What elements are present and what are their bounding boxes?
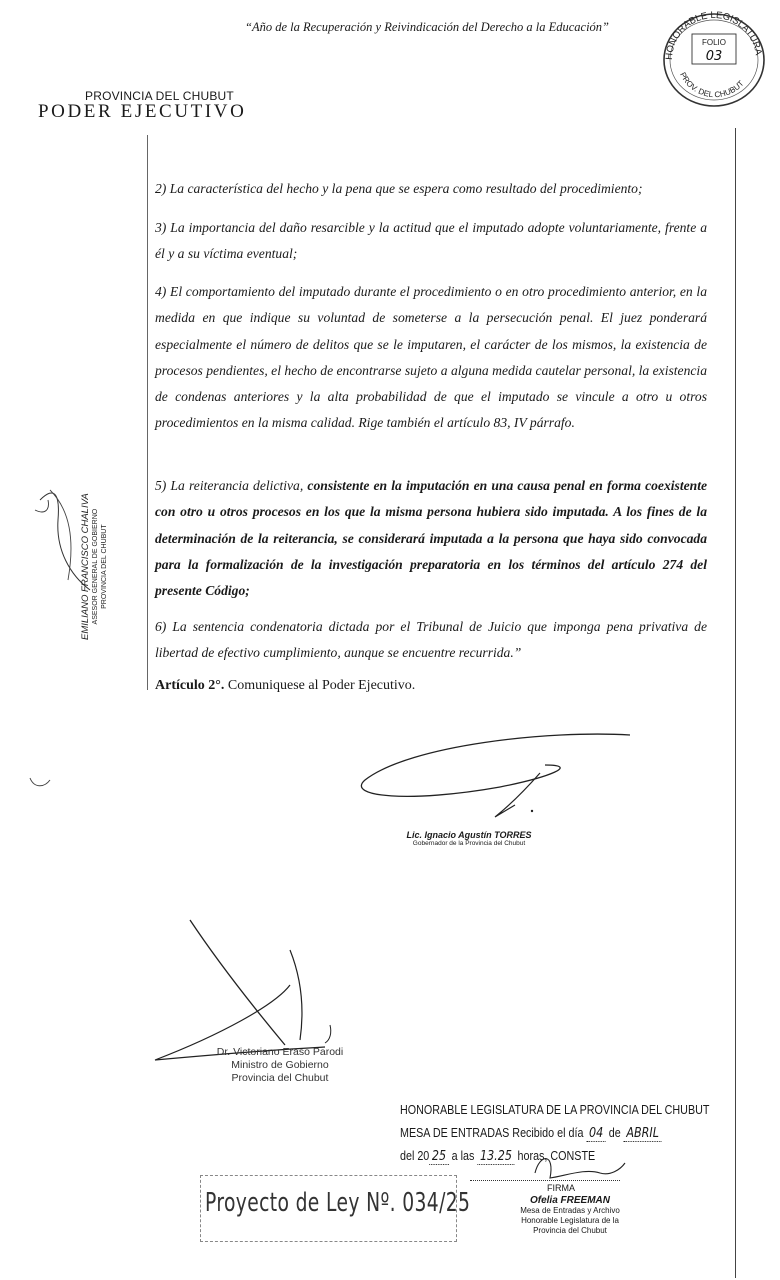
seal-folio-number: 03 <box>705 49 723 64</box>
advisor-province: PROVINCIA DEL CHUBUT <box>101 524 108 609</box>
minister-province: Provincia del Chubut <box>231 1072 329 1084</box>
minister-role: Ministro de Gobierno <box>231 1059 329 1071</box>
receiver-name: Ofelia FREEMAN <box>529 1195 610 1206</box>
left-margin-line <box>147 135 148 690</box>
firma-label: FIRMA <box>547 1183 575 1193</box>
legislature-folio-seal <box>658 8 770 110</box>
advisor-name: EMILIANO FRANCISCO CHALIVA <box>80 493 91 640</box>
minister-block <box>205 1046 355 1085</box>
reception-year: 25 <box>429 1149 448 1165</box>
item-5-start: 5) La reiterancia delictiva, <box>155 478 308 493</box>
reception-day: 04 <box>586 1126 605 1142</box>
minister-name: Dr. Victoriano Eraso Parodi <box>216 1046 344 1058</box>
item-6-text: 6) La sentencia condenatoria dictada por el Tribunal de Juicio que imponga pena privativa de libertad de efectivo cumplimiento, aunque se encuentre recurrida.” <box>155 619 707 661</box>
reception-date-line <box>400 1122 709 1145</box>
article-label: Artículo 2°. <box>155 678 225 693</box>
project-number-stamp: Proyecto de Ley Nº. 034/25 <box>205 1188 471 1218</box>
province-label: PROVINCIA DEL CHUBUT <box>85 89 234 103</box>
item-2-text: 2) La característica del hecho y la pena que se espera como resultado del procedimiento; <box>155 181 643 196</box>
article-2 <box>155 678 415 694</box>
receiver-signature <box>525 1148 635 1188</box>
minister-signature <box>150 915 360 1065</box>
right-margin-line <box>735 128 736 1278</box>
margin-mark <box>28 770 52 792</box>
item-5-bold: consistente en la imputación en una causa penal en forma coexistente con otro u otros procesos en los que la misma persona hubiera sido imputada. A los fines de la determinación de la reiterancia, se considerará imputada a la persona que haya sido convocada para la formalización de la investigación preparatoria en los términos del artículo 274 del presente Código; <box>155 478 708 599</box>
seal-top-text: HONORABLE LEGISLATURA <box>663 9 764 61</box>
article-text: Comuniquese al Poder Ejecutivo. <box>224 678 416 693</box>
conste-label: horas, CONSTE <box>514 1149 596 1163</box>
side-advisor-stamp <box>80 493 109 640</box>
item-5-text <box>155 473 707 604</box>
executive-title: PODER EJECUTIVO <box>38 101 247 122</box>
receiver-institution: Honorable Legislatura de la <box>521 1216 619 1225</box>
reception-mid: de <box>605 1126 624 1140</box>
header-motto: “Año de la Recuperación y Reivindicación del Derecho a la Educación” <box>245 20 610 34</box>
receiver-province: Provincia del Chubut <box>533 1226 607 1235</box>
seal-bottom-text: PROV. DEL CHUBUT <box>678 70 746 100</box>
receiver-block <box>500 1196 640 1236</box>
governor-role: Gobernador de la Provincia del Chubut <box>412 840 526 847</box>
governor-block <box>394 830 544 847</box>
reception-prefix: MESA DE ENTRADAS Recibido el día <box>400 1126 587 1140</box>
item-4-text: 4) El comportamiento del imputado durante el procedimiento o en otro procedimiento anterior, en la medida en que indique su voluntad de someterse a la persecución penal. El juez ponderará especialmente el número de delitos que se le imputaren, el carácter de los mismos, la existencia de procesos pendientes, el hecho de encontrarse sujeto a alguna medida cautelar personal, la existencia de condenas anteriores y la alta probabilidad de que el imputado se vincule a otro u otros procedimientos en la misma calidad. Rige también el artículo 83, IV párrafo. <box>155 284 707 431</box>
reception-month: ABRIL <box>624 1126 662 1142</box>
year-prefix: del 20 <box>400 1149 430 1163</box>
legislature-title: HONORABLE LEGISLATURA DE LA PROVINCIA DEL CHUBUT <box>400 1103 710 1117</box>
receiver-role: Mesa de Entradas y Archivo <box>520 1206 620 1215</box>
reception-time: 13.25 <box>477 1149 514 1165</box>
firma-line <box>470 1180 620 1181</box>
governor-signature <box>350 725 640 835</box>
time-prefix: a las <box>448 1149 478 1163</box>
advisor-role: ASESOR GENERAL DE GOBIERNO <box>92 508 99 625</box>
seal-folio-label: FOLIO <box>701 38 727 47</box>
item-3-text: 3) La importancia del daño resarcible y la actitud que el imputado adopte voluntariamente, frente a él y a su víctima eventual; <box>155 220 707 262</box>
governor-name: Lic. Ignacio Agustín TORRES <box>406 830 532 840</box>
